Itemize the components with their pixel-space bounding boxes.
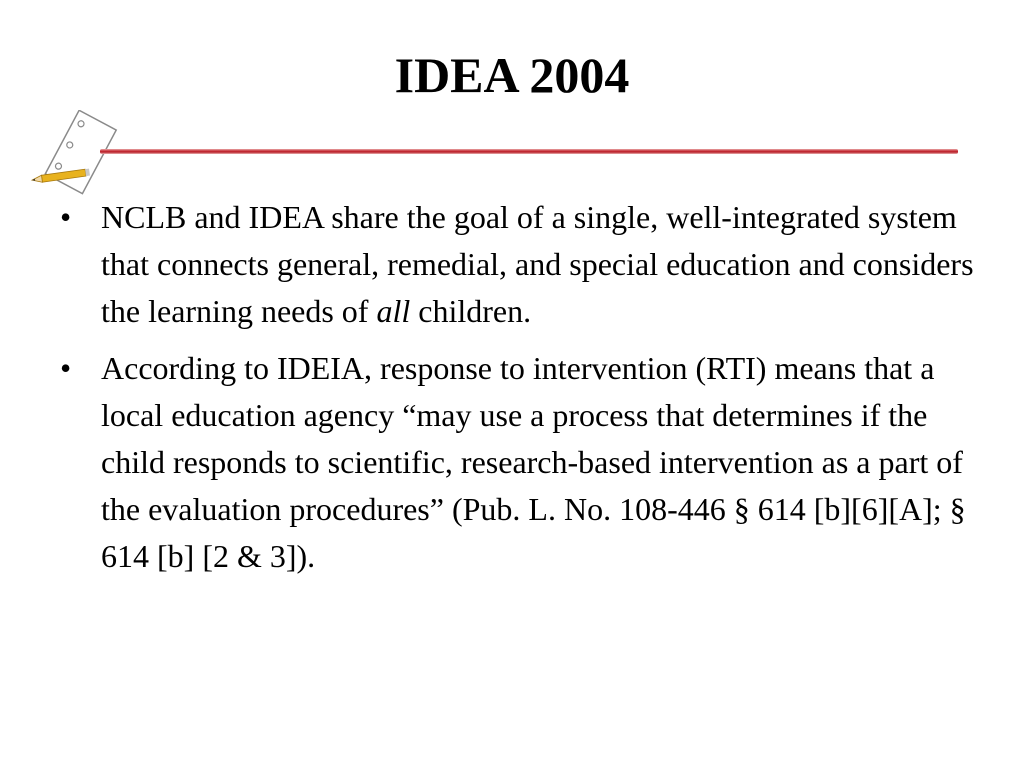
bullet-emphasis: all xyxy=(376,293,411,329)
bullet-item xyxy=(58,345,978,580)
notebook-pencil-icon xyxy=(28,110,128,200)
bullet-marker: • xyxy=(60,199,72,235)
title-divider xyxy=(100,149,958,154)
bullet-item xyxy=(58,194,978,335)
bullet-marker: • xyxy=(60,350,72,386)
slide-title: IDEA 2004 xyxy=(394,47,630,103)
bullet-text-end: children. xyxy=(410,293,532,329)
bullet-text: According to IDEIA, response to intervention (RTI) means that a local education agency “may use a process that determines if the child responds to scientific, research-based intervention as a part of the evaluation procedures” (Pub. L. No. 108-446 § 614 [b][6][A]; § 614 [b] [2 & 3]). xyxy=(101,350,966,574)
bullet-text: NCLB and IDEA share the goal of a single, well-integrated system that connects general, remedial, and special education and considers the learning needs of xyxy=(101,199,974,329)
bullet-list xyxy=(58,194,978,590)
